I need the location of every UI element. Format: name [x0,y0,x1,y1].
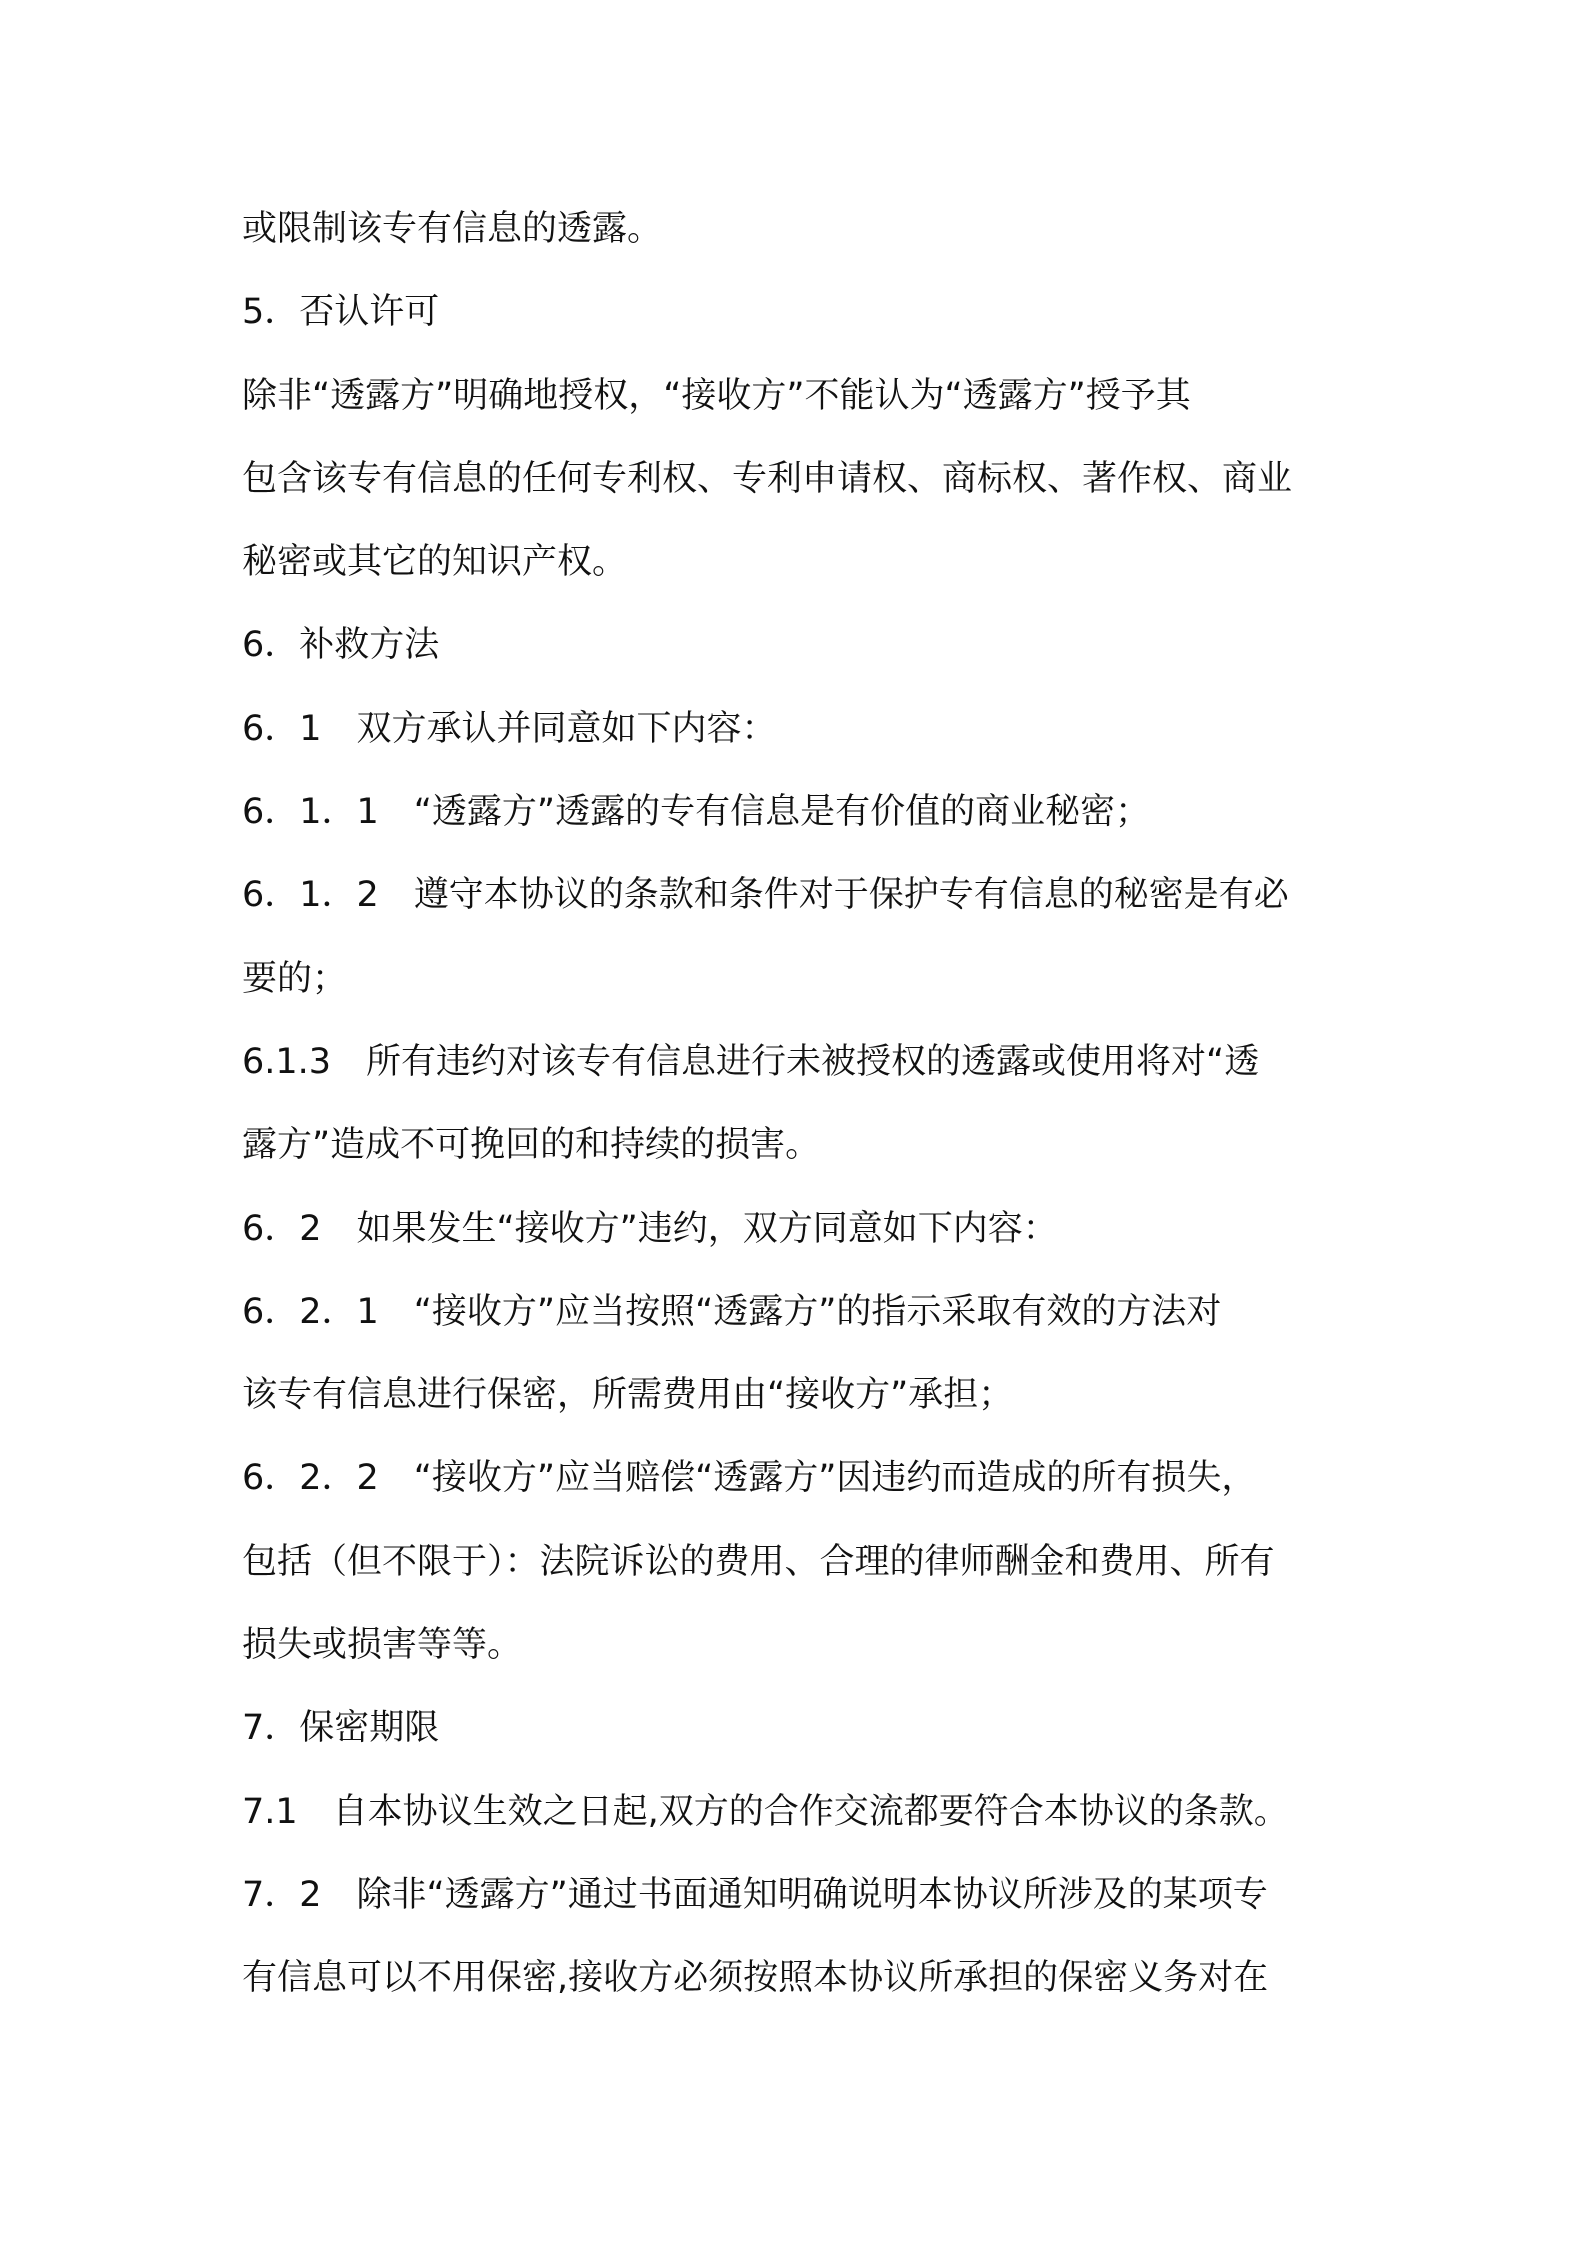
clause-6-1: 6．1 双方承认并同意如下内容： [242,708,777,749]
paragraph-line: 损失或损害等等。 [242,1625,523,1666]
section-heading-6: 6．补救方法 [242,625,440,666]
clause-6-2-1: 6．2．1 “接收方”应当按照“透露方”的指示采取有效的方法对 [242,1291,1222,1332]
section-heading-7: 7．保密期限 [242,1708,440,1749]
clause-6-1-3: 6.1.3 所有违约对该专有信息进行未被授权的透露或使用将对“透 [242,1041,1260,1082]
paragraph-line: 除非“透露方”明确地授权，“接收方”不能认为“透露方”授予其 [242,375,1191,416]
clause-6-1-1: 6．1．1 “透露方”透露的专有信息是有价值的商业秘密； [242,792,1151,833]
paragraph-line: 包含该专有信息的任何专利权、专利申请权、商标权、著作权、商业 [242,458,1293,499]
paragraph-line: 该专有信息进行保密，所需费用由“接收方”承担； [242,1375,1014,1416]
clause-7-1: 7.1 自本协议生效之日起,双方的合作交流都要符合本协议的条款。 [242,1791,1289,1832]
paragraph-line: 要的； [242,958,348,999]
clause-6-1-2: 6．1．2 遵守本协议的条款和条件对于保护专有信息的秘密是有必 [242,875,1289,916]
paragraph-line: 或限制该专有信息的透露。 [242,209,663,249]
paragraph-line: 露方”造成不可挽回的和持续的损害。 [242,1125,821,1166]
paragraph-line: 有信息可以不用保密,接收方必须按照本协议所承担的保密义务对在 [242,1958,1269,1999]
clause-7-2: 7．2 除非“透露方”通过书面通知明确说明本协议所涉及的某项专 [242,1874,1268,1915]
paragraph-line: 包括（但不限于）：法院诉讼的费用、合理的律师酬金和费用、所有 [242,1541,1275,1582]
clause-6-2-2: 6．2．2 “接收方”应当赔偿“透露方”因违约而造成的所有损失， [242,1458,1257,1499]
clause-6-2: 6．2 如果发生“接收方”违约，双方同意如下内容： [242,1208,1058,1249]
paragraph-line: 秘密或其它的知识产权。 [242,542,628,583]
section-heading-5: 5．否认许可 [242,292,440,333]
document-body [242,188,1362,2021]
